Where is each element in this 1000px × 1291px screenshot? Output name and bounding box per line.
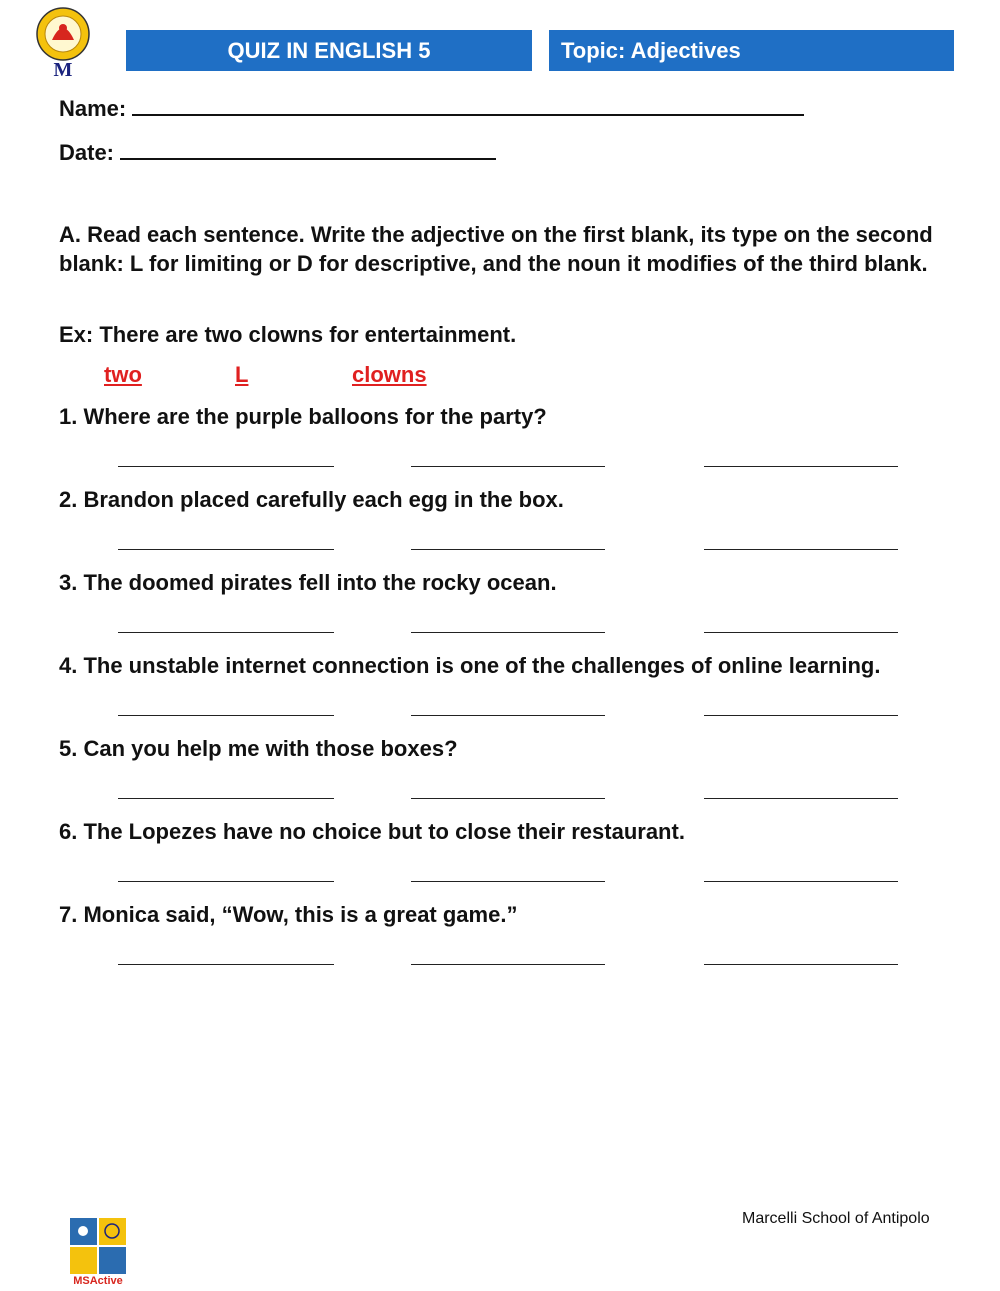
q6-type-blank[interactable] bbox=[411, 881, 605, 882]
name-blank[interactable] bbox=[132, 96, 804, 116]
date-blank[interactable] bbox=[120, 140, 496, 160]
example-sentence: Ex: There are two clowns for entertainment. bbox=[59, 322, 517, 347]
q3-noun-blank[interactable] bbox=[704, 632, 898, 633]
question-2: 2. Brandon placed carefully each egg in the box. bbox=[59, 487, 564, 512]
q5-noun-blank[interactable] bbox=[704, 798, 898, 799]
q2-type-blank[interactable] bbox=[411, 549, 605, 550]
question-1: 1. Where are the purple balloons for the party? bbox=[59, 404, 547, 429]
q3-type-blank[interactable] bbox=[411, 632, 605, 633]
q1-noun-blank[interactable] bbox=[704, 466, 898, 467]
question-3: 3. The doomed pirates fell into the rocky ocean. bbox=[59, 570, 557, 595]
q5-type-blank[interactable] bbox=[411, 798, 605, 799]
question-7: 7. Monica said, “Wow, this is a great game.” bbox=[59, 902, 518, 927]
question-5: 5. Can you help me with those boxes? bbox=[59, 736, 458, 761]
q7-adjective-blank[interactable] bbox=[118, 964, 334, 965]
q4-type-blank[interactable] bbox=[411, 715, 605, 716]
question-4: 4. The unstable internet connection is one of the challenges of online learning. bbox=[59, 653, 881, 678]
q3-adjective-blank[interactable] bbox=[118, 632, 334, 633]
q4-adjective-blank[interactable] bbox=[118, 715, 334, 716]
q1-adjective-blank[interactable] bbox=[118, 466, 334, 467]
name-field[interactable] bbox=[59, 96, 804, 122]
msactive-label: MSActive bbox=[73, 1275, 123, 1286]
logo-monogram: M bbox=[53, 59, 73, 78]
quiz-title-banner: QUIZ IN ENGLISH 5 bbox=[126, 30, 532, 71]
example-answer-type: L bbox=[235, 362, 249, 387]
date-label: Date: bbox=[59, 140, 115, 165]
q4-noun-blank[interactable] bbox=[704, 715, 898, 716]
q7-type-blank[interactable] bbox=[411, 964, 605, 965]
msactive-logo bbox=[70, 1216, 130, 1286]
question-6: 6. The Lopezes have no choice but to close their restaurant. bbox=[59, 819, 685, 844]
q5-adjective-blank[interactable] bbox=[118, 798, 334, 799]
example-answer-adjective: two bbox=[104, 362, 142, 387]
date-field[interactable] bbox=[59, 140, 496, 166]
people-icon bbox=[78, 1226, 88, 1236]
q6-adjective-blank[interactable] bbox=[118, 881, 334, 882]
footer-school-name: Marcelli School of Antipolo bbox=[742, 1210, 930, 1227]
q7-noun-blank[interactable] bbox=[704, 964, 898, 965]
instructions: A. Read each sentence. Write the adjective on the first blank, its type on the second blank: L for limiting or D for descriptive, and the noun it modifies of the third blank. bbox=[59, 222, 933, 276]
q6-noun-blank[interactable] bbox=[704, 881, 898, 882]
name-label: Name: bbox=[59, 96, 127, 121]
example-answer-noun: clowns bbox=[352, 362, 427, 387]
q1-type-blank[interactable] bbox=[411, 466, 605, 467]
q2-adjective-blank[interactable] bbox=[118, 549, 334, 550]
topic-banner: Topic: Adjectives bbox=[549, 30, 954, 71]
school-logo bbox=[32, 6, 94, 78]
q2-noun-blank[interactable] bbox=[704, 549, 898, 550]
